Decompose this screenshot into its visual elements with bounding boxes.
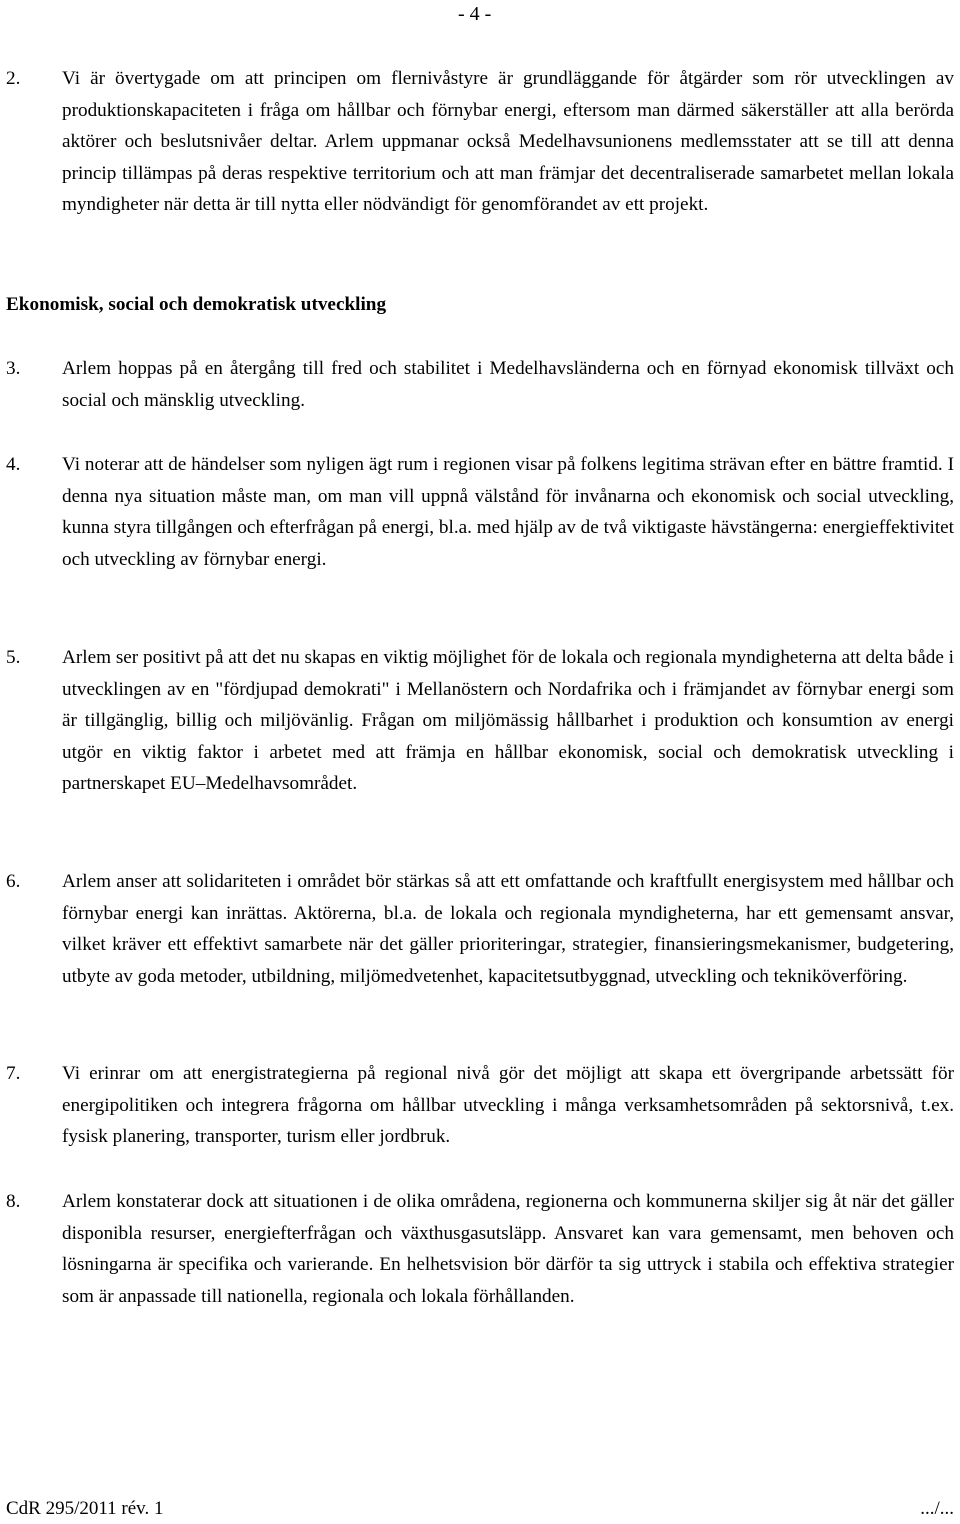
paragraph-7 — [6, 1058, 954, 1153]
paragraph-2 — [6, 63, 954, 221]
section-heading: Ekonomisk, social och demokratisk utveckling — [6, 294, 387, 315]
paragraph-number: 4. — [6, 454, 21, 475]
paragraph-text: Arlem ser positivt på att det nu skapas en viktig möjlighet för de lokala och regionala myndigheterna att delta både i utvecklingen av en "fördjupad demokrati" i Mellanöstern och Nordafrika och i främjandet av förnybar energi som är tillgänglig, billig och miljövänlig. Frågan om miljömässig hållbarhet i produktion och konsumtion av energi utgör en viktig faktor i arbetet med att främja en hållbar ekonomisk, social och demokratisk utveckling i partnerskapet EU–Medelhavsområdet. — [62, 647, 954, 795]
paragraph-6 — [6, 866, 954, 992]
paragraph-text: Arlem anser att solidariteten i området bör stärkas så att ett omfattande och kraftfullt energisystem med hållbar och förnybar energi kan inrättas. Aktörerna, bl.a. de lokala och regionala myndigheterna, har ett gemensamt ansvar, vilket kräver ett effektivt samarbete när det gäller prioriteringar, strategier, finansieringsmekanismer, budgetering, utbyte av goda metoder, utbildning, miljömedvetenhet, kapacitetsutbyggnad, utveckling och tekniköverföring. — [62, 871, 954, 987]
paragraph-text: Arlem konstaterar dock att situationen i de olika områdena, regionerna och kommunerna skiljer sig åt när det gäller disponibla resurser, energiefterfrågan och växthusgasutsläpp. Ansvaret kan vara gemensamt, men behoven och lösningarna är specifika och varierande. En helhetsvision bör därför ta sig uttryck i stabila och effektiva strategier som är anpassade till nationella, regionala och lokala förhållanden. — [62, 1191, 954, 1307]
paragraph-8 — [6, 1186, 954, 1312]
continuation-marker: .../... — [920, 1498, 954, 1519]
page-number: - 4 - — [458, 3, 492, 25]
paragraph-text: Vi erinrar om att energistrategierna på regional nivå gör det möjligt att skapa ett övergripande arbetssätt för energipolitiken och integrera frågorna om hållbar utveckling i många verksamhetsområden på sektorsnivå, t.ex. fysisk planering, transporter, turism eller jordbruk. — [62, 1063, 954, 1148]
paragraph-number: 7. — [6, 1063, 21, 1084]
paragraph-text: Vi är övertygade om att principen om flernivåstyre är grundläggande för åtgärder som rör utvecklingen av produktionskapaciteten i fråga om hållbar och förnybar energi, eftersom man därmed säkerställer att alla berörda aktörer och beslutsnivåer deltar. Arlem uppmanar också Medelhavsunionens medlemsstater att se till att denna princip tillämpas på deras respektive territorium och att man främjar det decentraliserade samarbetet mellan lokala myndigheter när detta är till nytta eller nödvändigt för genomförandet av ett projekt. — [62, 68, 954, 216]
paragraph-5 — [6, 642, 954, 800]
document-reference: CdR 295/2011 rév. 1 — [6, 1498, 164, 1519]
paragraph-text: Arlem hoppas på en återgång till fred och stabilitet i Medelhavsländerna och en förnyad ekonomisk tillväxt och social och mänsklig utveckling. — [62, 358, 954, 411]
paragraph-number: 5. — [6, 647, 21, 668]
paragraph-3 — [6, 353, 954, 416]
paragraph-number: 8. — [6, 1191, 21, 1212]
paragraph-number: 3. — [6, 358, 21, 379]
paragraph-number: 2. — [6, 68, 21, 89]
paragraph-text: Vi noterar att de händelser som nyligen ägt rum i regionen visar på folkens legitima strävan efter en bättre framtid. I denna nya situation måste man, om man vill uppnå välstånd för invånarna och ekonomisk och social utveckling, kunna styra tillgången och efterfrågan på energi, bl.a. med hjälp av de två viktigaste hävstängerna: energieffektivitet och utveckling av förnybar energi. — [62, 454, 954, 570]
paragraph-number: 6. — [6, 871, 21, 892]
paragraph-4 — [6, 449, 954, 575]
